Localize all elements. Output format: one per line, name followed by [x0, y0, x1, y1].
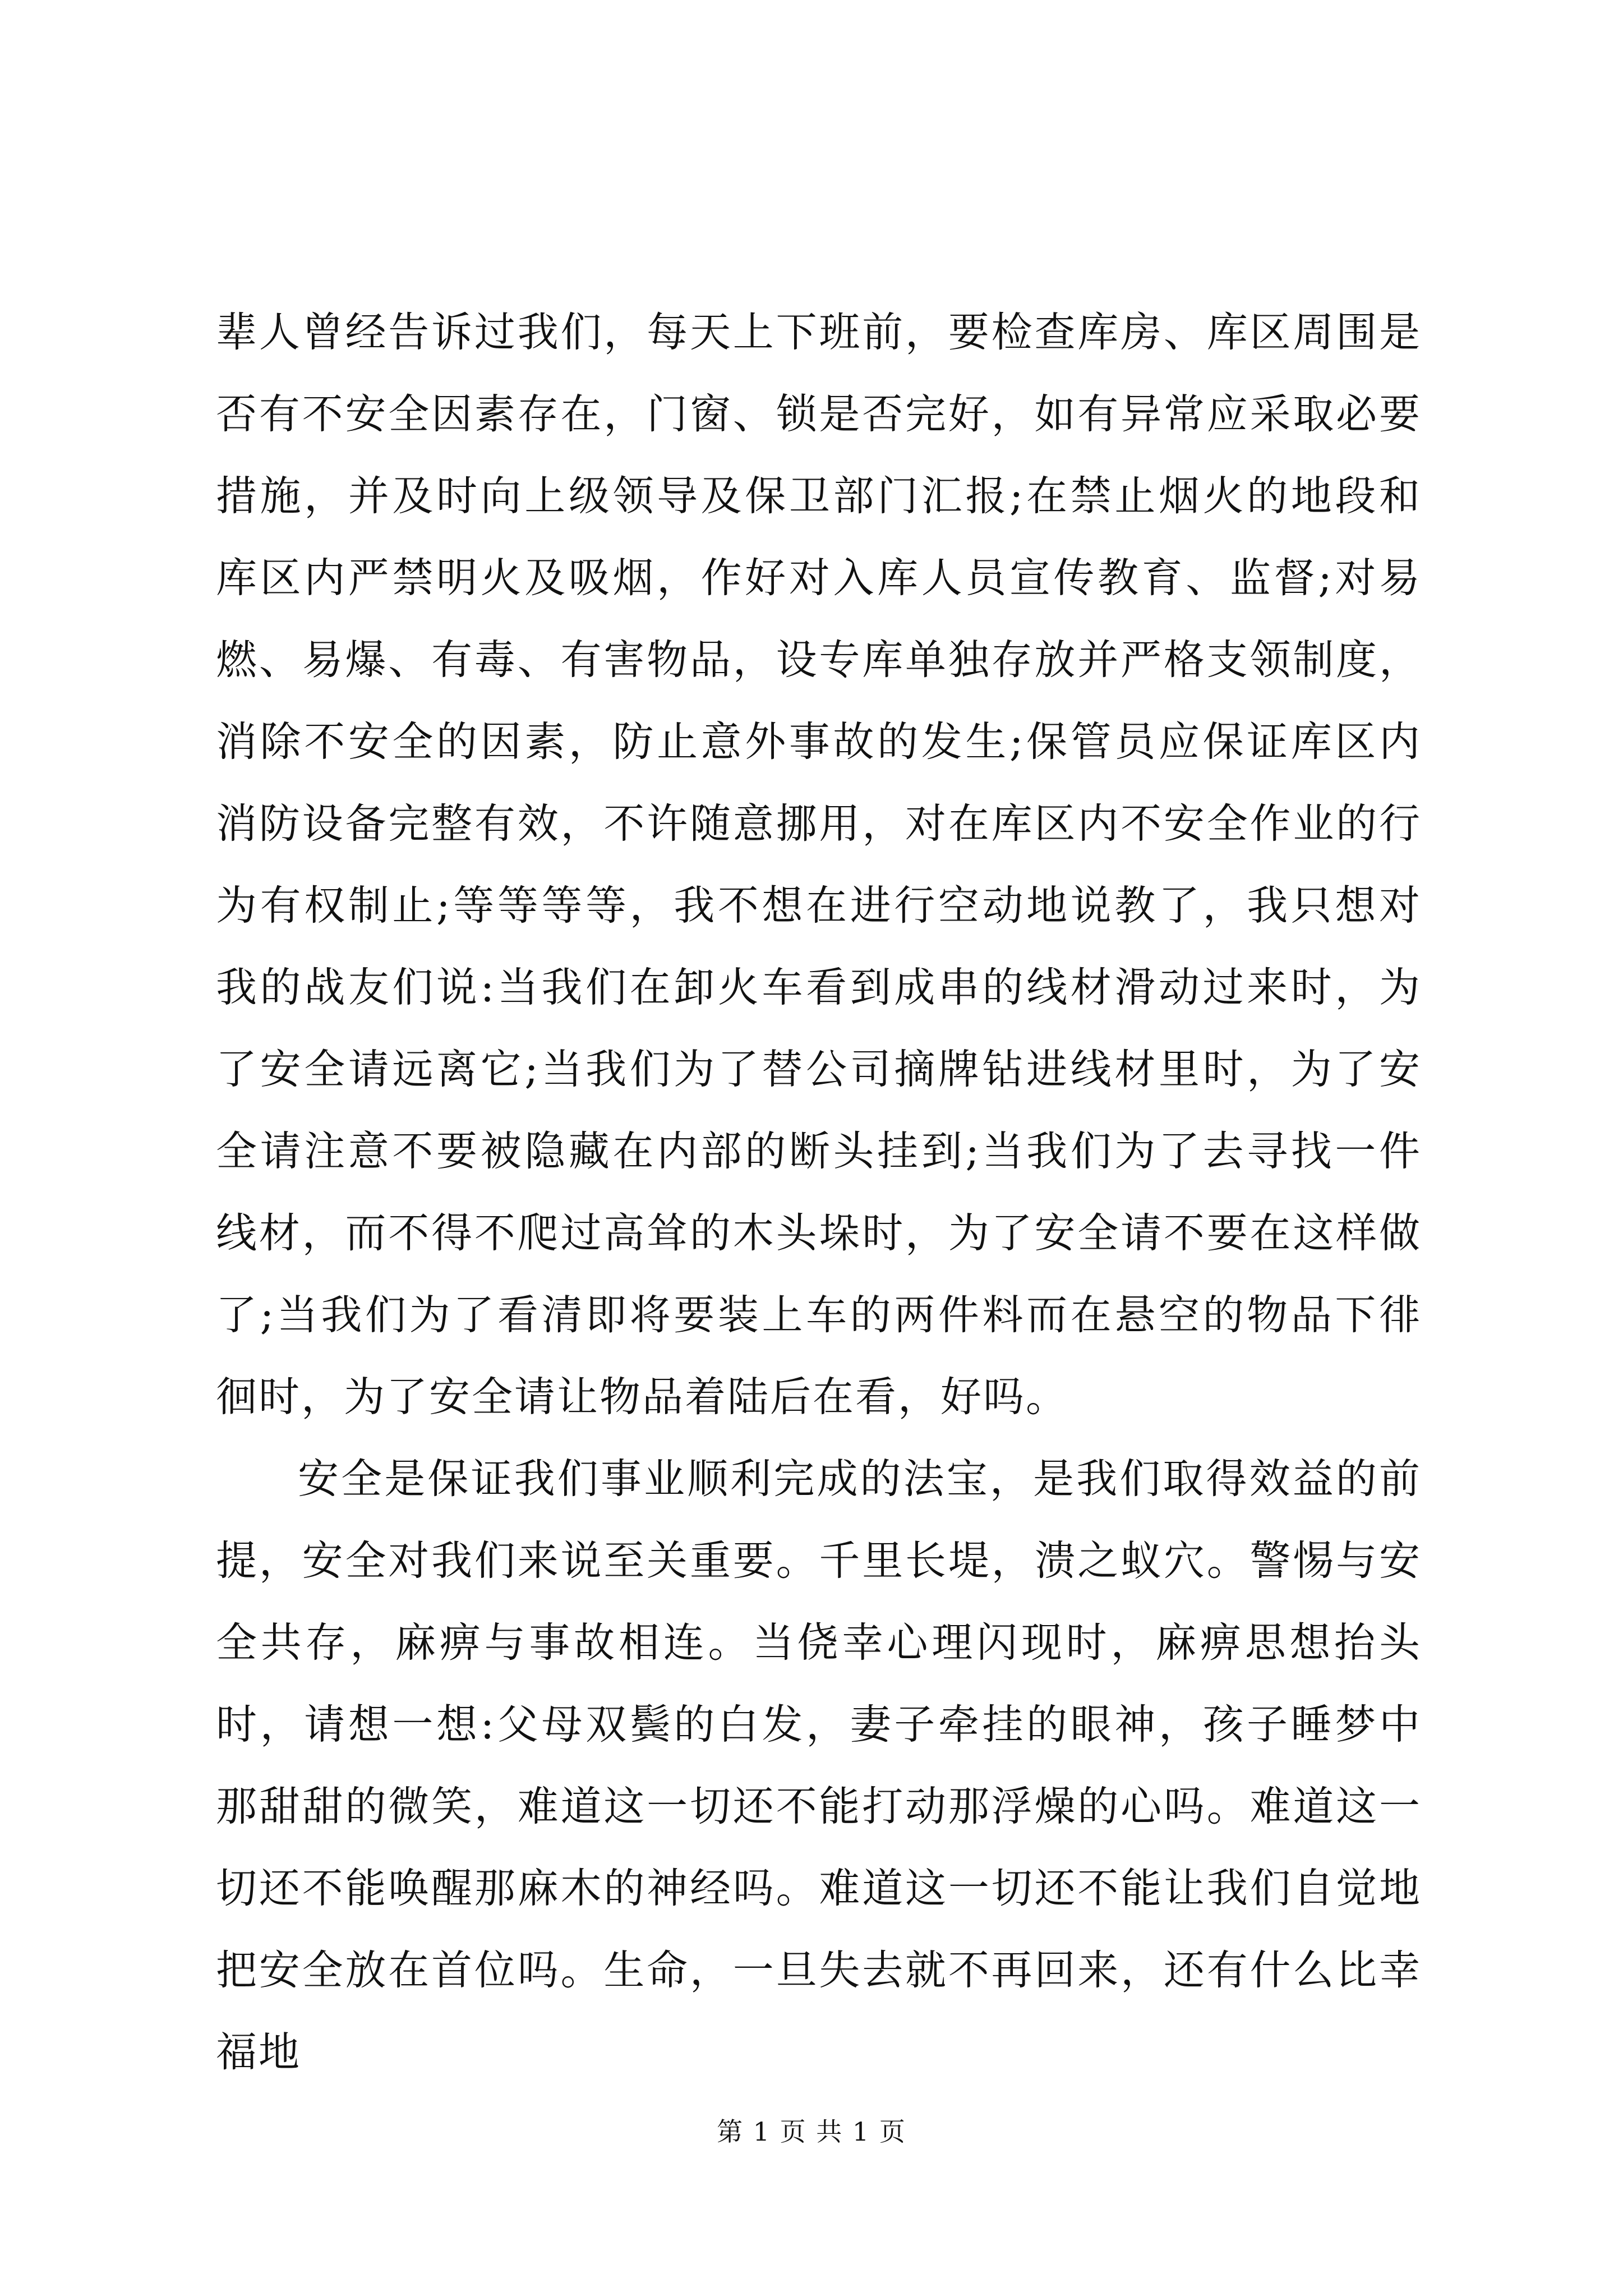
- page-number-info: 第 1 页 共 1 页: [717, 2116, 906, 2147]
- body-paragraph-2: 安全是保证我们事业顺利完成的法宝，是我们取得效益的前提，安全对我们来说至关重要。千里长堤，溃之蚁穴。警惕与安全共存，麻痹与事故相连。当侥幸心理闪现时，麻痹思想抬头时，请想一想:父母双鬓的白发，妻子牵挂的眼神，孩子睡梦中那甜甜的微笑，难道这一切还不能打动那浮燥的心吗。难道这一切还不能唤醒那麻木的神经吗。难道这一切还不能让我们自觉地把安全放在首位吗。生命，一旦失去就不再回来，还有什么比幸福地: [216, 1455, 1422, 2076]
- document-body: [216, 292, 1422, 2093]
- body-paragraph-1: 辈人曾经告诉过我们，每天上下班前，要检查库房、库区周围是否有不安全因素存在，门窗、锁是否完好，如有异常应采取必要措施，并及时向上级领导及保卫部门汇报;在禁止烟火的地段和库区内严禁明火及吸烟，作好对入库人员宣传教育、监督;对易燃、易爆、有毒、有害物品，设专库单独存放并严格支领制度，消除不安全的因素，防止意外事故的发生;保管员应保证库区内消防设备完整有效，不许随意挪用，对在库区内不安全作业的行为有权制止;等等等等，我不想在进行空动地说教了，我只想对我的战友们说:当我们在卸火车看到成串的线材滑动过来时，为了安全请远离它;当我们为了替公司摘牌钻进线材里时，为了安全请注意不要被隐藏在内部的断头挂到;当我们为了去寻找一件线材，而不得不爬过高耸的木头垛时，为了安全请不要在这样做了;当我们为了看清即将要装上车的两件料而在悬空的物品下徘徊时，为了安全请让物品着陆后在看，好吗。: [216, 309, 1422, 1421]
- page-footer: [0, 2115, 1623, 2148]
